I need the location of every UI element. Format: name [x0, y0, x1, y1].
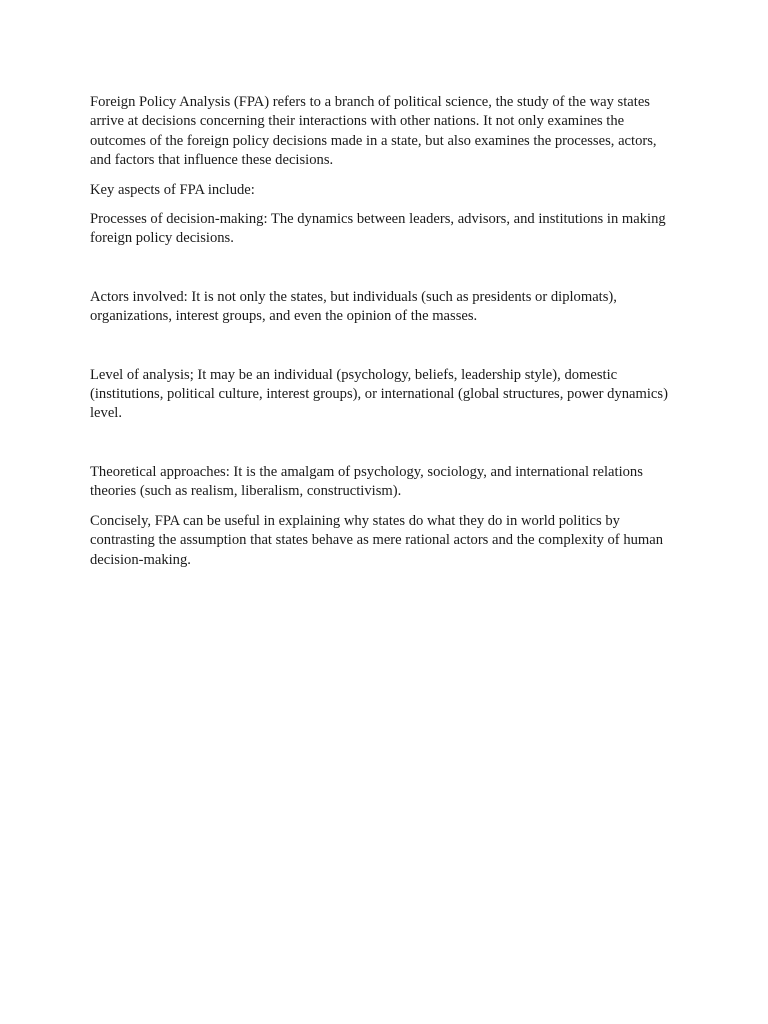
theoretical-approaches-paragraph: Theoretical approaches: It is the amalgam of psychology, sociology, and international relations theories (such as realism, liberalism, constructivism). [90, 463, 643, 500]
level-of-analysis-paragraph: Level of analysis; It may be an individual (psychology, beliefs, leadership style), domestic (institutions, political culture, interest groups), or international (global structures, power dynamics) level. [90, 366, 668, 422]
processes-paragraph: Processes of decision-making: The dynamics between leaders, advisors, and institutions in making foreign policy decisions. [90, 211, 666, 247]
key-aspects-heading: Key aspects of FPA include: [90, 181, 255, 198]
intro-paragraph: Foreign Policy Analysis (FPA) refers to a branch of political science, the study of the way states arrive at decisions concerning their interactions with other nations. It not only examines the outcomes of the foreign policy decisions made in a state, but also examines the processes, actors, and factors that influence these decisions. [90, 94, 657, 169]
actors-paragraph: Actors involved: It is not only the states, but individuals (such as presidents or diplomats), organizations, interest groups, and even the opinion of the masses. [90, 288, 617, 325]
conclusion-paragraph: Concisely, FPA can be useful in explaining why states do what they do in world politics by contrasting the assumption that states behave as mere rational actors and the complexity of human decision-making. [90, 512, 664, 568]
document-body [90, 93, 680, 570]
